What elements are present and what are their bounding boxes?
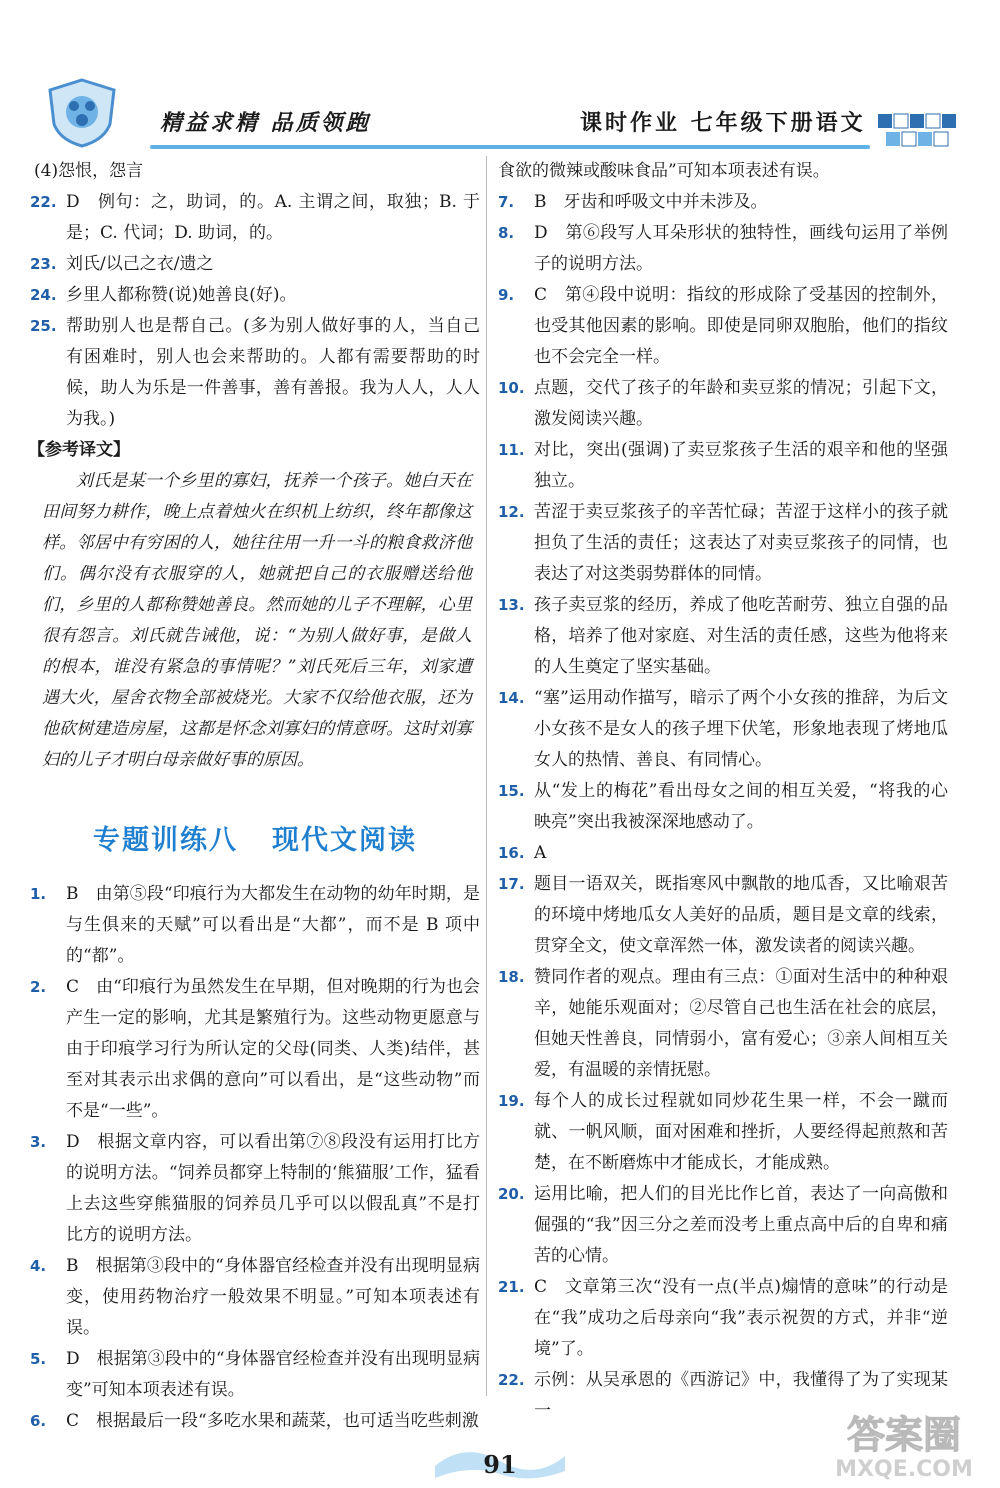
page-number: 91 [483,1450,517,1479]
answer-item [30,311,480,435]
answer-item [30,1344,480,1406]
answer-item [498,1086,948,1179]
answer-number: 7. [498,193,515,211]
answer-number: 25. [30,317,57,335]
answer-text: D 例句：之，助词，的。A. 主谓之间，取独；B. 于是；C. 代词；D. 助词，的。 [66,192,480,243]
page-header [0,70,1000,156]
section-title [30,818,480,857]
column-divider [486,156,487,1396]
answer-text: 点题，交代了孩子的年龄和卖豆浆的情况；引起下文，激发阅读兴趣。 [534,378,948,429]
answer-item [498,683,948,776]
answer-number: 12. [498,503,525,521]
answer-item [498,435,948,497]
answer-item [498,497,948,590]
answer-text: A [534,843,547,863]
answer-item [498,280,948,373]
reference-translation-title: 【参考译文】 [28,440,130,460]
answer-text: “塞”运用动作描写，暗示了两个小女孩的推辞，为后文小女孩不是女人的孩子埋下伏笔，形象地表现了烤地瓜女人的热情、善良、有同情心。 [534,688,948,770]
answer-item [30,280,480,311]
answer-number: 9. [498,286,515,304]
answer-item [498,187,948,218]
watermark-top-text: 答案圈 [846,1413,962,1457]
answer-text: D 第⑥段写人耳朵形状的独特性，画线句运用了举例子的说明方法。 [534,223,948,274]
answer-text: D 根据第③段中的“身体器官经检查并没有出现明显病变”可知本项表述有误。 [66,1349,480,1400]
answer-text: D 根据文章内容，可以看出第⑦⑧段没有运用打比方的说明方法。“饲养员都穿上特制的‘熊猫服’工作，猛看上去这些穿熊猫服的饲养员几乎可以以假乱真”不是打比方的说明方法。 [66,1132,480,1245]
answer-number: 4. [30,1257,47,1275]
answer-item [30,1251,480,1344]
answer-text: 从“发上的梅花”看出母女之间的相互关爱，“将我的心映亮”突出我被深深地感动了。 [534,781,948,832]
answer-number: 10. [498,379,525,397]
answer-number: 1. [30,885,47,903]
checker-decoration-icon [876,112,960,152]
answer-continuation: 食欲的微辣或酸味食品”可知本项表述有误。 [498,161,830,181]
answer-item [498,1272,948,1365]
section-title-part: 专题训练八 [93,825,238,856]
answer-item [30,879,480,972]
answer-number: 3. [30,1133,47,1151]
answer-number: 13. [498,596,525,614]
right-column [498,156,948,1427]
header-rule [150,145,870,149]
header-slogan: 精益求精 品质领跑 [160,110,371,136]
answer-item [498,838,948,869]
answer-item [498,962,948,1086]
answer-item [498,776,948,838]
answer-item [30,972,480,1127]
answer-text: 题目一语双关，既指寒风中飘散的地瓜香，又比喻艰苦的环境中烤地瓜女人美好的品质，题目是文章的线索，贯穿全文，使文章浑然一体，激发读者的阅读兴趣。 [534,874,948,956]
answer-number: 24. [30,286,57,304]
answer-item [30,187,480,249]
header-series-title: 课时作业 七年级下册语文 [580,110,866,136]
answer-number: 17. [498,875,525,893]
left-column [30,156,480,1437]
answer-text: 每个人的成长过程就如同炒花生果一样，不会一蹴而就、一帆风顺，面对困难和挫折，人要经得起煎熬和苦楚，在不断磨炼中才能成长，才能成熟。 [534,1091,948,1173]
answer-text: 赞同作者的观点。理由有三点：①面对生活中的种种艰辛，她能乐观面对；②尽管自己也生活在社会的底层，但她天性善良，同情弱小，富有爱心；③亲人间相互关爱，有温暖的亲情抚慰。 [534,967,948,1080]
answer-number: 20. [498,1185,525,1203]
answer-number: 14. [498,689,525,707]
publisher-logo-icon [44,78,120,148]
answer-text: C 根据最后一段“多吃水果和蔬菜，也可适当吃些刺激 [66,1411,479,1431]
answer-number: 8. [498,224,515,242]
answer-number: 19. [498,1092,525,1110]
answer-number: 15. [498,782,525,800]
answer-number: 18. [498,968,525,986]
answer-text: B 由第⑤段“印痕行为大都发生在动物的幼年时期，是与生俱来的天赋”可以看出是“大都”，而不是 B 项中的“都”。 [66,884,480,966]
answer-number: 21. [498,1278,525,1296]
answer-text: C 第④段中说明：指纹的形成除了受基因的控制外，也受其他因素的影响。即使是同卵双胞胎，他们的指纹也不会完全一样。 [534,285,948,367]
answer-item [498,1179,948,1272]
answer-text: 示例：从吴承恩的《西游记》中，我懂得了为了实现某一 [534,1370,948,1421]
answer-text: 帮助别人也是帮自己。(多为别人做好事的人，当自己有困难时，别人也会来帮助的。人都有需要帮助的时候，助人为乐是一件善事，善有善报。我为人人，人人为我。) [66,316,480,429]
answer-item [498,869,948,962]
section-title-part: 现代文阅读 [272,825,417,856]
answer-item [30,1406,480,1437]
answer-number: 2. [30,978,47,996]
watermark-logo [820,1408,990,1482]
answer-text: 苦涩于卖豆浆孩子的辛苦忙碌；苦涩于这样小的孩子就担负了生活的责任；这表达了对卖豆浆孩子的同情，也表达了对这类弱势群体的同情。 [534,502,948,584]
answer-number: 6. [30,1412,47,1430]
answer-number: 22. [498,1371,525,1389]
answer-text: C 由“印痕行为虽然发生在早期，但对晚期的行为也会产生一定的影响，尤其是繁殖行为。这些动物更愿意与由于印痕学习行为所认定的父母(同类、人类)结伴，甚至对其表示出求偶的意向”可以看出，是“这些动物”而不是“一些”。 [66,977,480,1121]
answer-line: (4)怨恨，怨言 [34,161,144,181]
answer-text: C 文章第三次“没有一点(半点)煽情的意味”的行动是在“我”成功之后母亲向“我”表示祝贺的方式，并非“逆境”了。 [534,1277,948,1359]
answer-item [498,373,948,435]
answer-number: 22. [30,193,57,211]
watermark-bottom-text: MXQE.COM [835,1457,973,1482]
answer-item [30,249,480,280]
answer-text: 孩子卖豆浆的经历，养成了他吃苦耐劳、独立自强的品格，培养了他对家庭、对生活的责任感，这些为他将来的人生奠定了坚实基础。 [534,595,948,677]
answer-text: 运用比喻，把人们的目光比作匕首，表达了一向高傲和倔强的“我”因三分之差而没考上重点高中后的自卑和痛苦的心情。 [534,1184,948,1266]
answer-number: 11. [498,441,525,459]
reference-translation-text: 刘氏是某一个乡里的寡妇，抚养一个孩子。她白天在田间努力耕作，晚上点着烛火在织机上纺织，终年都像这样。邻居中有穷困的人，她往往用一升一斗的粮食救济他们。偶尔没有衣服穿的人，她就把自己的衣服赠送给他们，乡里的人都称赞她善良。然而她的儿子不理解，心里很有怨言。刘氏就告诫他，说：“为别人做好事，是做人的根本，谁没有紧急的事情呢？”刘氏死后三年，刘家遭遇大火，屋舍衣物全部被烧光。大家不仅给他衣服，还为他砍树建造房屋，这都是怀念刘寡妇的情意呀。这时刘寡妇的儿子才明白母亲做好事的原因。 [42,471,472,770]
answer-item [30,1127,480,1251]
answer-text: 乡里人都称赞(说)她善良(好)。 [66,285,297,305]
answer-text: B 根据第③段中的“身体器官经检查并没有出现明显病变，使用药物治疗一般效果不明显。”可知本项表述有误。 [66,1256,480,1338]
answer-number: 5. [30,1350,47,1368]
answer-item [498,218,948,280]
answer-text: B 牙齿和呼吸文中并未涉及。 [534,192,768,212]
answer-text: 对比，突出(强调)了卖豆浆孩子生活的艰辛和他的坚强独立。 [534,440,948,491]
answer-text: 刘氏/以己之衣/遗之 [66,254,214,274]
answer-number: 16. [498,844,525,862]
answer-item [498,590,948,683]
answer-number: 23. [30,255,57,273]
